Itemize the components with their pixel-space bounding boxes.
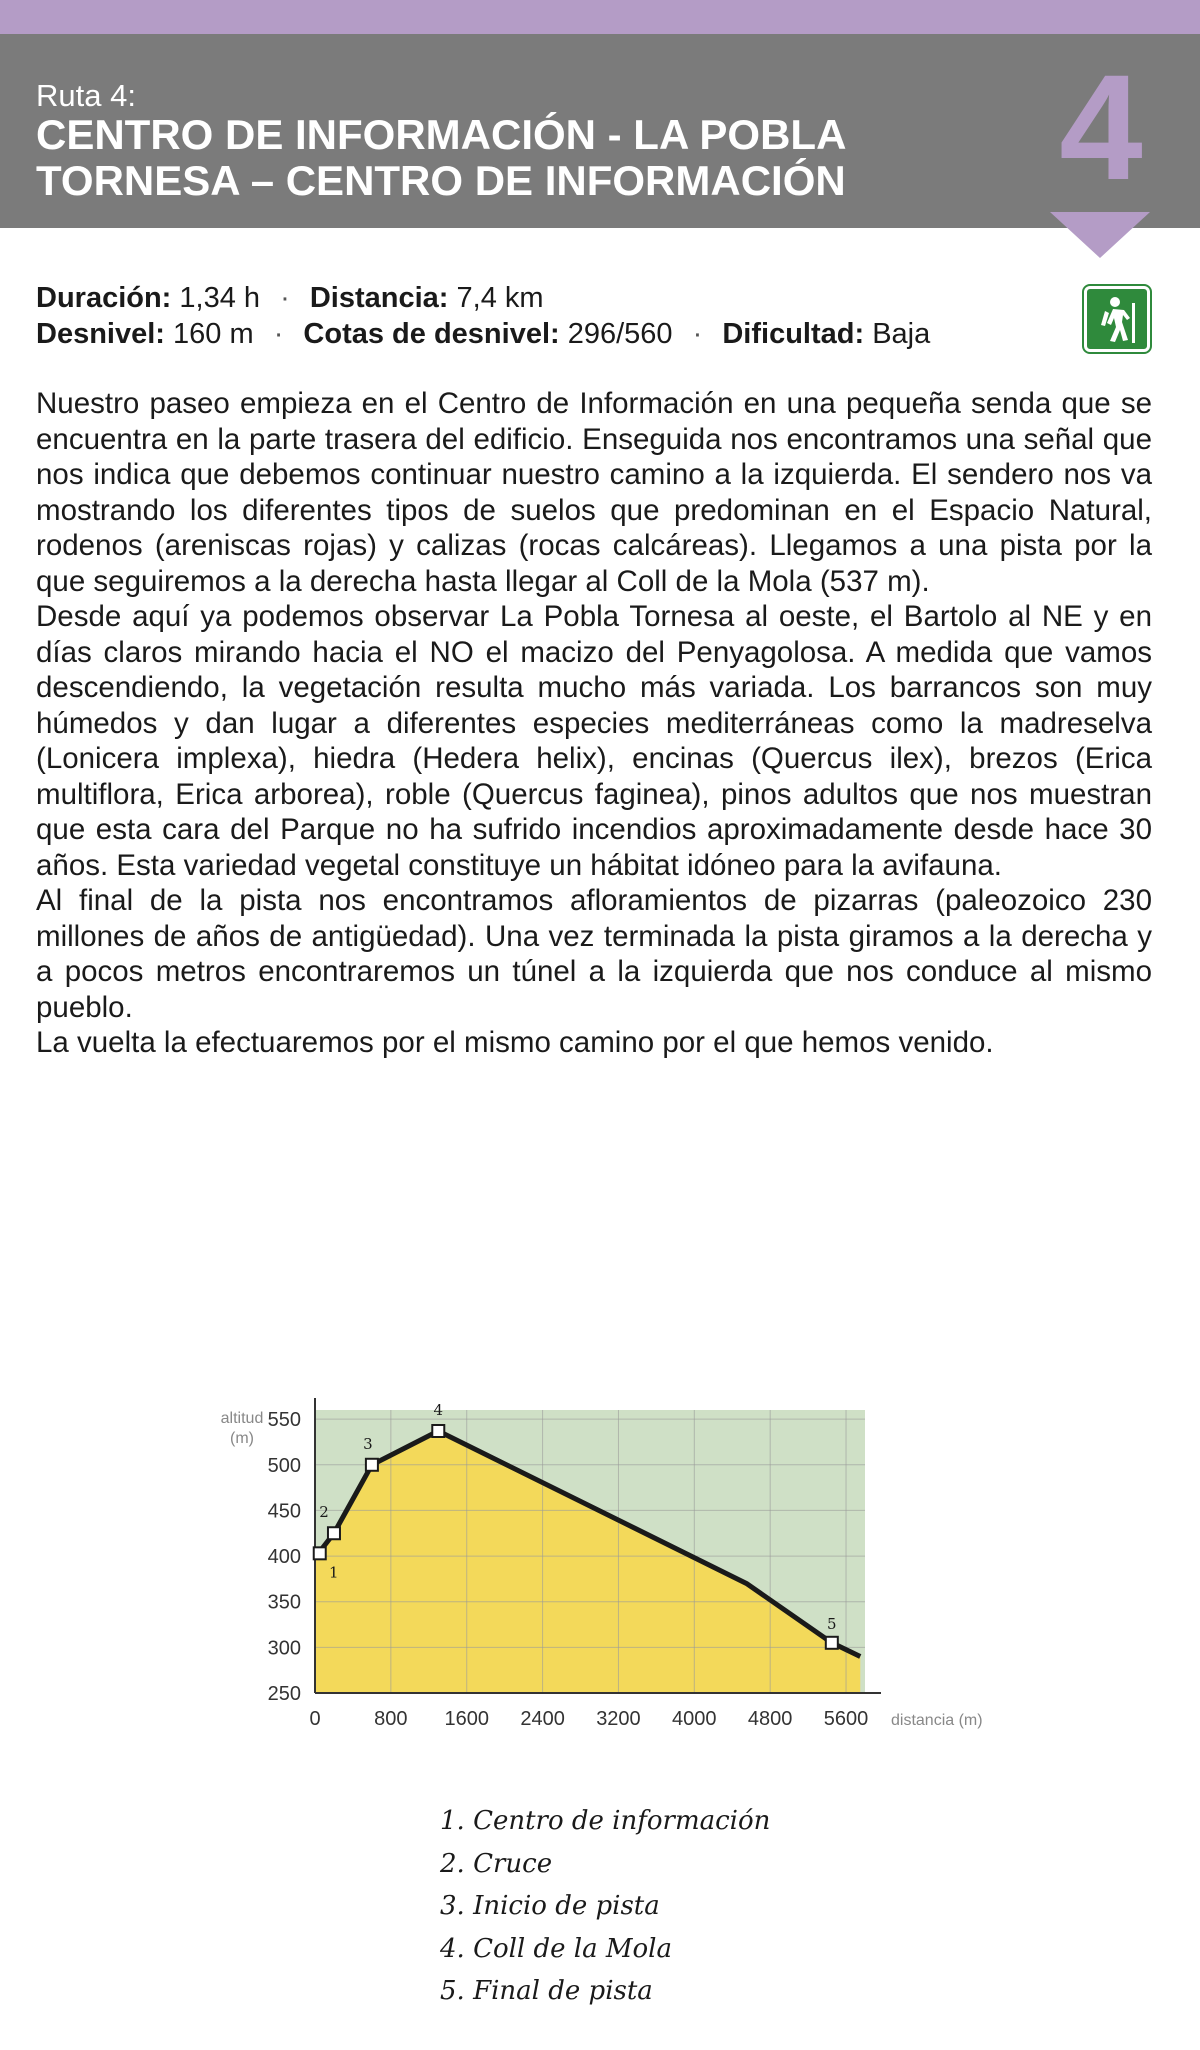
elevation-profile-chart (180, 1385, 1010, 1755)
legend-item: 5. Final de pista (440, 1976, 653, 2006)
route-number: 4 (1059, 43, 1143, 211)
y-tick-label: 450 (267, 1500, 301, 1523)
y-tick-label: 400 (267, 1546, 301, 1569)
distance-value: 7,4 km (456, 282, 544, 314)
x-tick-label: 4000 (672, 1708, 717, 1730)
paragraph: Al final de la pista nos encontramos afloramientos de pizarras (paleozoico 230 millones de años de antigüedad). Una vez terminada la pista giramos a la derecha y a pocos metros encontraremos un túnel a la izquierda que nos conduce al mismo pueblo. (36, 884, 1152, 1024)
x-tick-label: 2400 (520, 1708, 565, 1730)
slope-label: Desnivel: (36, 318, 165, 350)
y-axis-label: altitud (220, 1410, 264, 1427)
legend-item: 4. Coll de la Mola (440, 1933, 672, 1964)
y-axis-unit: (m) (230, 1430, 254, 1447)
x-tick-label: 4800 (747, 1708, 793, 1730)
legend-item: 1. Centro de información (440, 1806, 771, 1836)
heights-value: 296/560 (567, 318, 673, 350)
waypoint-marker (314, 1547, 326, 1559)
legend-item: 2. Cruce (440, 1848, 553, 1879)
y-tick-label: 500 (267, 1454, 301, 1477)
slope-value: 160 m (173, 318, 254, 350)
route-description (36, 386, 1152, 1061)
stats-line-2 (36, 316, 930, 352)
x-axis-label: distancia (m) (891, 1712, 983, 1729)
route-arrow-icon (1050, 212, 1150, 258)
waypoint-label: 3 (363, 1434, 373, 1453)
duration-label: Duración: (36, 282, 172, 314)
distance-label: Distancia: (309, 282, 449, 314)
waypoint-label: 1 (328, 1563, 339, 1582)
hiker-icon (1084, 286, 1150, 352)
separator: · (280, 282, 290, 314)
y-tick-label: 250 (267, 1683, 301, 1705)
heights-label: Cotas de desnivel: (303, 318, 560, 350)
separator: · (692, 318, 703, 350)
waypoint-marker (366, 1459, 378, 1471)
x-tick-label: 800 (374, 1708, 408, 1730)
paragraph: La vuelta la efectuaremos por el mismo camino por el que hemos venido. (36, 1026, 994, 1059)
waypoint-label: 4 (433, 1400, 444, 1419)
y-tick-label: 350 (267, 1591, 301, 1614)
difficulty-value: Baja (872, 318, 931, 350)
separator: · (273, 318, 284, 350)
stats-line-1 (36, 280, 930, 316)
route-label: Ruta 4: (36, 78, 136, 113)
waypoint-label: 5 (827, 1614, 837, 1633)
hiker-glyph (1087, 289, 1147, 349)
waypoint-label: 2 (319, 1503, 329, 1522)
waypoint-marker (432, 1425, 444, 1437)
paragraph: Desde aquí ya podemos observar La Pobla Tornesa al oeste, el Bartolo al NE y en días claros mirando hacia el NO el macizo del Penyagolosa. A medida que vamos descendiendo, la vegetación resulta mucho más variada. Los barrancos son muy húmedos y dan lugar a diferentes especies mediterráneas como la madreselva (Lonicera implexa), hiedra (Hedera helix), encinas (Quercus ilex), brezos (Erica multiflora, Erica arborea), roble (Quercus faginea), pinos adultos que nos muestran que esta cara del Parque no ha sufrido incendios aproximadamente desde hace 30 años. Esta variedad vegetal constituye un hábitat idóneo para la avifauna. (36, 600, 1152, 882)
waypoint-marker (826, 1637, 838, 1649)
legend-item: 3. Inicio de pista (440, 1891, 660, 1921)
paragraph: Nuestro paseo empieza en el Centro de Información en una pequeña senda que se encuentra en la parte trasera del edificio. Enseguida nos encontramos una señal que nos indica que debemos continuar nuestro camino a la izquierda. El sendero nos va mostrando los diferentes tipos de suelos que predominan en el Espacio Natural, rodenos (areniscas rojas) y calizas (rocas calcáreas). Llegamos a una pista por la que seguiremos a la derecha hasta llegar al Coll de la Mola (537 m). (36, 387, 1152, 598)
top-accent-strip (0, 0, 1200, 34)
y-tick-label: 550 (267, 1409, 301, 1432)
chart-legend (440, 1800, 770, 2013)
x-tick-label: 5600 (823, 1708, 869, 1730)
page-title: CENTRO DE INFORMACIÓN - LA POBLA TORNESA – CENTRO DE INFORMACIÓN (36, 111, 846, 204)
x-tick-label: 1600 (444, 1708, 489, 1730)
route-stats (36, 280, 930, 352)
duration-value: 1,34 h (179, 282, 261, 314)
x-tick-label: 3200 (596, 1708, 641, 1730)
y-tick-label: 300 (267, 1637, 301, 1660)
difficulty-label: Dificultad: (722, 318, 865, 350)
waypoint-marker (328, 1527, 340, 1539)
x-tick-label: 0 (309, 1708, 321, 1730)
